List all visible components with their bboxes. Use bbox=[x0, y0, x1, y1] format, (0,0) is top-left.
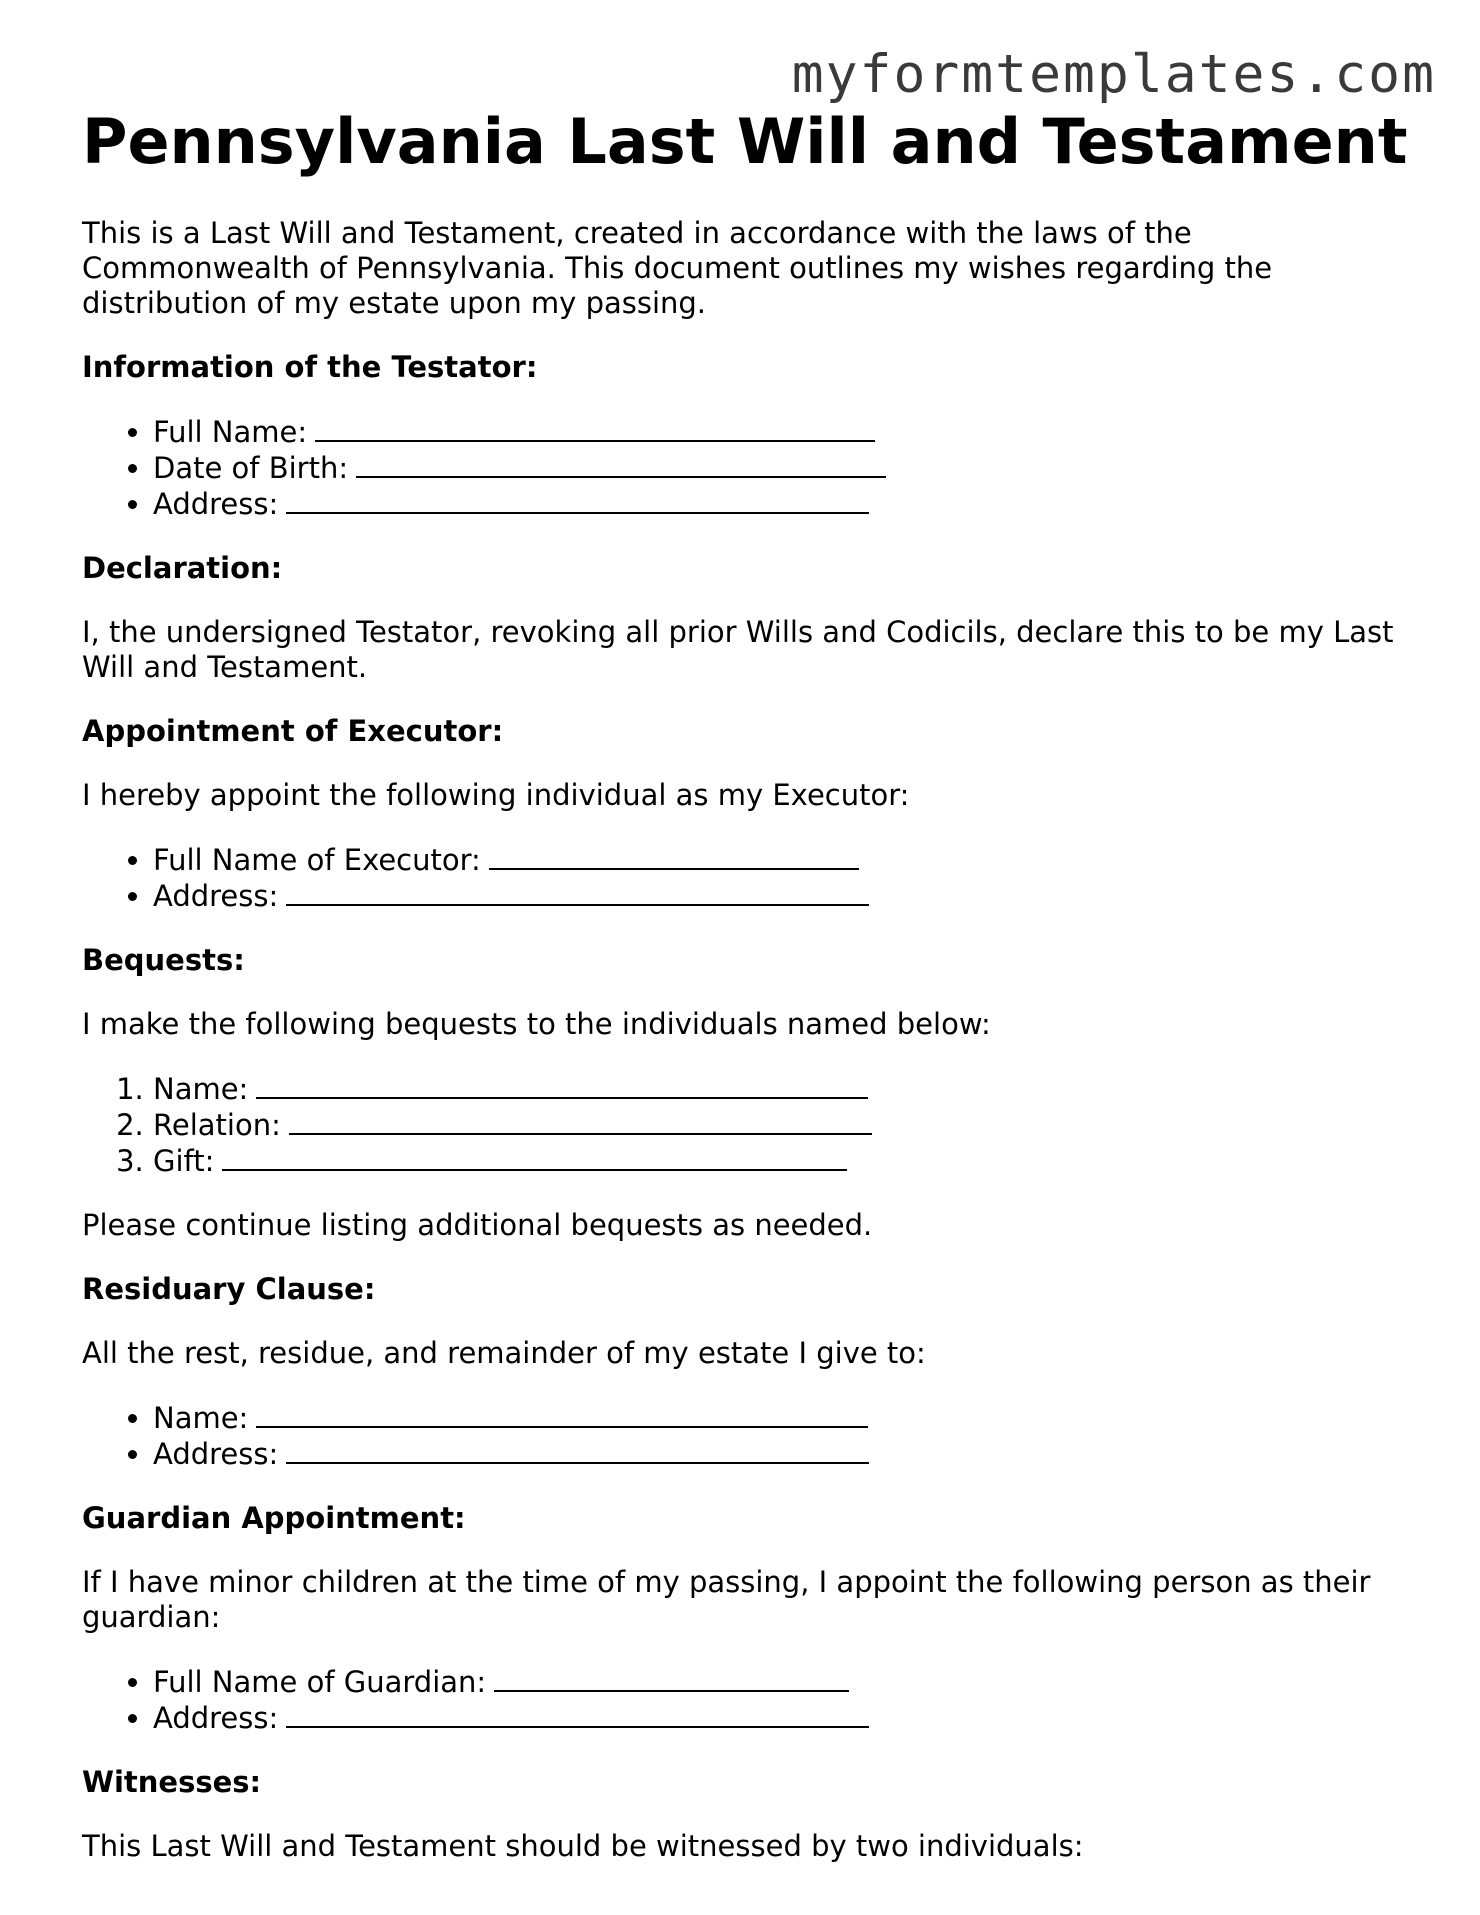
bequest-gift-label: Gift: bbox=[153, 1144, 215, 1179]
testator-full-name-label: Full Name: bbox=[153, 415, 308, 450]
bequest-relation-label: Relation: bbox=[153, 1108, 281, 1143]
list-item bbox=[153, 878, 1412, 914]
list-item bbox=[153, 1071, 1412, 1107]
bequests-text: I make the following bequests to the individuals named below: bbox=[82, 1007, 991, 1042]
list-item bbox=[153, 1700, 1412, 1736]
list-item bbox=[153, 1400, 1412, 1436]
bequests-note: Please continue listing additional bequests as needed. bbox=[82, 1208, 873, 1243]
testator-full-name-field[interactable] bbox=[315, 414, 875, 442]
intro-paragraph: This is a Last Will and Testament, created in accordance with the laws of the Commonwealth of Pennsylvania. This document outlines my wishes regarding the distribution of my estate upon my passing. bbox=[82, 216, 1273, 321]
executor-address-label: Address: bbox=[153, 879, 279, 914]
residuary-address-label: Address: bbox=[153, 1437, 279, 1472]
guardian-name-label: Full Name of Guardian: bbox=[153, 1665, 487, 1700]
residuary-name-field[interactable] bbox=[256, 1400, 868, 1428]
bequest-relation-field[interactable] bbox=[289, 1107, 872, 1135]
witnesses-text: This Last Will and Testament should be witnessed by two individuals: bbox=[82, 1829, 1084, 1864]
guardian-address-label: Address: bbox=[153, 1701, 279, 1736]
guardian-name-field[interactable] bbox=[494, 1664, 849, 1692]
testator-dob-label: Date of Birth: bbox=[153, 451, 349, 486]
list-item bbox=[153, 842, 1412, 878]
bequest-gift-field[interactable] bbox=[222, 1143, 847, 1171]
declaration-heading: Declaration: bbox=[82, 551, 283, 586]
executor-address-field[interactable] bbox=[286, 878, 869, 906]
document-page bbox=[82, 105, 1412, 1893]
list-item bbox=[153, 450, 1412, 486]
residuary-list bbox=[82, 1400, 1412, 1472]
executor-heading: Appointment of Executor: bbox=[82, 714, 504, 749]
list-item bbox=[153, 486, 1412, 522]
testator-dob-field[interactable] bbox=[356, 450, 886, 478]
declaration-text: I, the undersigned Testator, revoking all prior Wills and Codicils, declare this to be my Last Will and Testament. bbox=[82, 615, 1394, 685]
executor-text: I hereby appoint the following individual as my Executor: bbox=[82, 778, 910, 813]
executor-name-label: Full Name of Executor: bbox=[153, 843, 481, 878]
list-item bbox=[153, 1107, 1412, 1143]
residuary-name-label: Name: bbox=[153, 1401, 249, 1436]
bequest-name-field[interactable] bbox=[256, 1071, 868, 1099]
bequests-list bbox=[82, 1071, 1412, 1179]
bequests-heading: Bequests: bbox=[82, 943, 245, 978]
bequest-name-label: Name: bbox=[153, 1072, 249, 1107]
guardian-heading: Guardian Appointment: bbox=[82, 1501, 466, 1536]
residuary-text: All the rest, residue, and remainder of my estate I give to: bbox=[82, 1336, 926, 1371]
testator-address-label: Address: bbox=[153, 487, 279, 522]
executor-name-field[interactable] bbox=[489, 842, 859, 870]
page-title: Pennsylvania Last Will and Testament bbox=[82, 105, 1408, 178]
testator-heading: Information of the Testator: bbox=[82, 350, 538, 385]
residuary-heading: Residuary Clause: bbox=[82, 1272, 376, 1307]
residuary-address-field[interactable] bbox=[286, 1436, 869, 1464]
list-item bbox=[153, 414, 1412, 450]
list-item bbox=[153, 1436, 1412, 1472]
executor-list bbox=[82, 842, 1412, 914]
testator-list bbox=[82, 414, 1412, 522]
list-item bbox=[153, 1664, 1412, 1700]
testator-address-field[interactable] bbox=[286, 486, 869, 514]
watermark: myformtemplates.com bbox=[791, 44, 1436, 105]
guardian-text: If I have minor children at the time of my passing, I appoint the following person as their guardian: bbox=[82, 1565, 1371, 1635]
guardian-list bbox=[82, 1664, 1412, 1736]
witnesses-heading: Witnesses: bbox=[82, 1765, 262, 1800]
guardian-address-field[interactable] bbox=[286, 1700, 869, 1728]
list-item bbox=[153, 1143, 1412, 1179]
